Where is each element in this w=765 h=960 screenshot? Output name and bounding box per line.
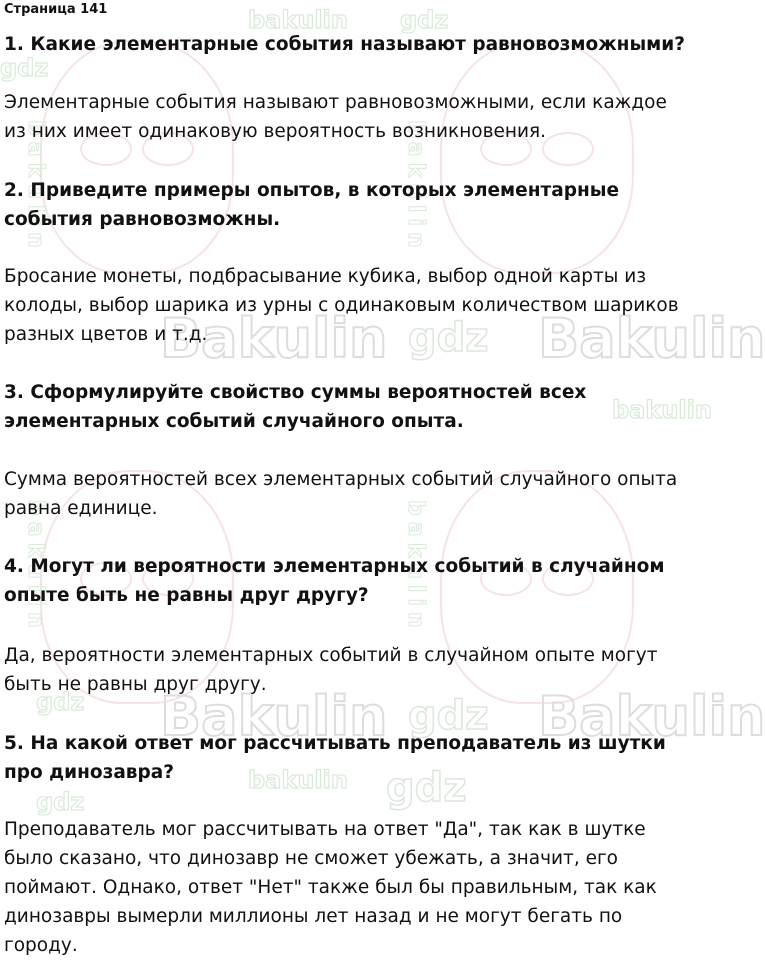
answer-5: Преподаватель мог рассчитывать на ответ "Да", так как в шутке было сказано, что динозавр не сможет убежать, а значит, его поймают. Однако, ответ "Нет" также был бы правильным, так как динозавры вымерли миллионы лет назад и не могут бегать по городу. [4,819,657,956]
watermark-bakulin: Bakulin [538,685,765,748]
watermark-bakulin: bakulin [248,766,348,794]
watermark-gdz: gdz [408,315,489,361]
watermark-gdz: gdz [0,54,49,82]
watermark-face [40,40,234,274]
answer-2: Бросание монеты, подбрасывание кубика, выбор одной карты из колоды, выбор шарика из урны с одинаковым количеством шариков разных цветов и т.д. [4,266,679,345]
question-5: 5. На какой ответ мог рассчитывать преподаватель из шутки про динозавра? [4,733,666,783]
page-number-label: Страница 141 [4,2,108,17]
watermark-bakulin-vertical: bakulin [23,500,48,634]
answer-4: Да, вероятности элементарных событий в случайном опыте могут быть не равны друг другу. [4,645,658,695]
watermark-bakulin: Bakulin [538,307,765,370]
question-4: 4. Могут ли вероятности элементарных событий в случайном опыте быть не равны друг другу? [4,556,665,606]
watermark-gdz: gdz [386,765,467,811]
question-3: 3. Сформулируйте свойство суммы вероятностей всех элементарных событий случайного опыта. [4,382,587,432]
watermark-gdz: gdz [36,688,85,716]
question-1: 1. Какие элементарные события называют равновозможными? [4,34,685,55]
watermark-gdz: gdz [408,693,489,739]
answer-3: Сумма вероятностей всех элементарных событий случайного опыта равна единице. [4,469,678,519]
watermark-bakulin: bakulin [248,6,348,34]
watermark-gdz: gdz [36,788,85,816]
watermark-bakulin-vertical: bakulin [403,500,428,634]
watermark-face [440,40,634,274]
watermark-bakulin: Bakulin [160,307,388,370]
watermark-bakulin-vertical: bakulin [23,120,48,254]
watermark-bakulin: Bakulin [160,685,388,748]
watermark-gdz: gdz [400,6,449,34]
watermark-bakulin: bakulin [612,396,712,424]
question-2: 2. Приведите примеры опытов, в которых элементарные события равновозможны. [4,180,620,230]
watermark-bakulin-vertical: bakulin [403,120,428,254]
answer-1: Элементарные события называют равновозможными, если каждое из них имеет одинаковую вероятность возникновения. [4,92,667,142]
